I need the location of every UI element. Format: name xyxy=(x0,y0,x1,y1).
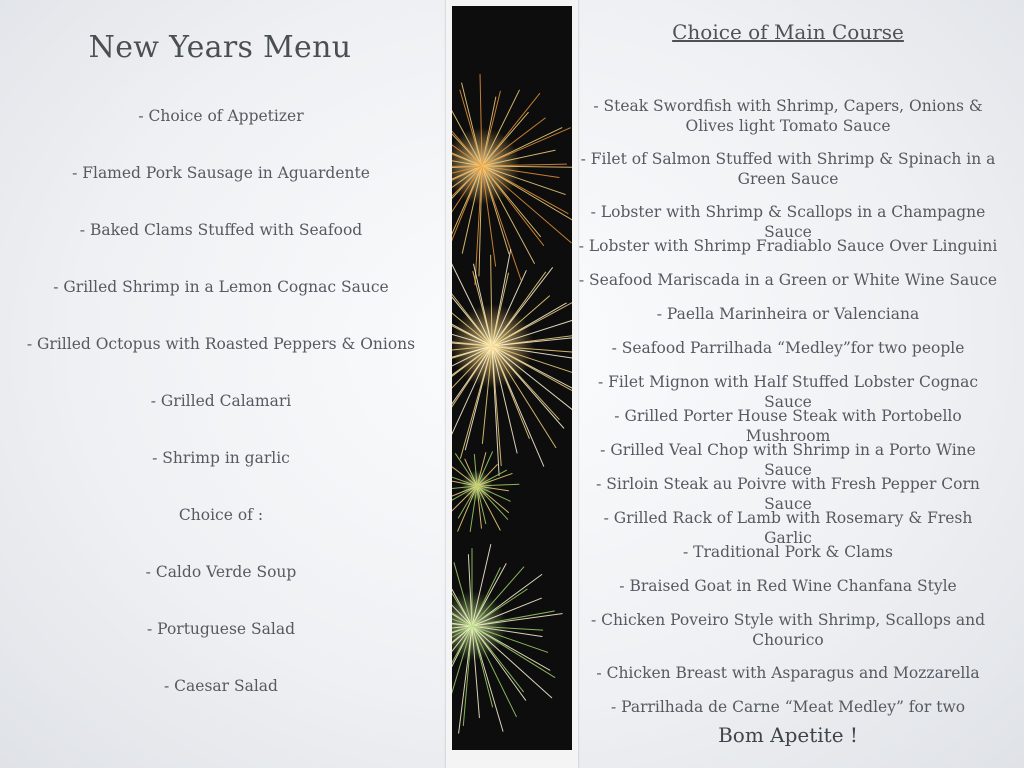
main-course-item: - Parrilhada de Carne “Meat Medley” for two xyxy=(610,698,966,716)
main-course-item: - Grilled Veal Chop with Shrimp in a Porto Wine Sauce xyxy=(600,441,976,479)
appetizer-item: - Flamed Pork Sausage in Aguardente xyxy=(72,164,370,182)
main-course-item: - Lobster with Shrimp & Scallops in a Champagne Sauce xyxy=(590,203,986,241)
main-course-item: - Seafood Parrilhada “Medley”for two people xyxy=(611,339,965,357)
appetizer-column xyxy=(0,0,445,768)
fireworks-image xyxy=(452,6,572,750)
appetizer-item: - Choice of Appetizer xyxy=(138,107,304,125)
soup-salad-item: - Portuguese Salad xyxy=(146,620,296,638)
appetizer-item: - Grilled Shrimp in a Lemon Cognac Sauce xyxy=(53,278,389,296)
main-course-item: - Chicken Poveiro Style with Shrimp, Scallops and Chourico xyxy=(590,611,985,649)
main-course-item: - Traditional Pork & Clams xyxy=(683,543,893,561)
main-course-item: - Braised Goat in Red Wine Chanfana Style xyxy=(619,577,957,595)
closing-message: Bom Apetite ! xyxy=(718,723,858,747)
soup-salad-heading: Choice of : xyxy=(178,506,264,524)
main-course-item: - Filet Mignon with Half Stuffed Lobster Cognac Sauce xyxy=(598,373,978,411)
main-course-item: - Chicken Breast with Asparagus and Mozzarella xyxy=(596,664,980,682)
fireworks-photo xyxy=(452,6,572,750)
menu-title: New Years Menu xyxy=(88,30,352,65)
appetizer-item: - Grilled Calamari xyxy=(150,392,292,410)
main-course-item: - Paella Marinheira or Valenciana xyxy=(656,305,920,323)
main-course-item: - Lobster with Shrimp Fradiablo Sauce Over Linguini xyxy=(578,237,998,255)
main-course-column xyxy=(578,0,1024,768)
soup-salad-item: - Caldo Verde Soup xyxy=(145,563,297,581)
main-course-item: - Grilled Rack of Lamb with Rosemary & Fresh Garlic xyxy=(603,509,973,547)
main-course-item: - Grilled Porter House Steak with Portobello Mushroom xyxy=(614,407,962,445)
main-course-item: - Sirloin Steak au Poivre with Fresh Pepper Corn Sauce xyxy=(596,475,980,513)
main-course-item: - Seafood Mariscada in a Green or White Wine Sauce xyxy=(578,271,998,289)
main-course-item: - Steak Swordfish with Shrimp, Capers, Onions & Olives light Tomato Sauce xyxy=(593,97,983,135)
photo-frame xyxy=(446,0,578,768)
soup-salad-item: - Caesar Salad xyxy=(164,677,278,695)
main-course-item: - Filet of Salmon Stuffed with Shrimp & Spinach in a Green Sauce xyxy=(580,150,996,188)
main-course-title: Choice of Main Course xyxy=(672,20,904,44)
appetizer-item: - Shrimp in garlic xyxy=(152,449,290,467)
appetizer-item: - Baked Clams Stuffed with Seafood xyxy=(79,221,363,239)
appetizer-item: - Grilled Octopus with Roasted Peppers & Onions xyxy=(26,335,416,353)
